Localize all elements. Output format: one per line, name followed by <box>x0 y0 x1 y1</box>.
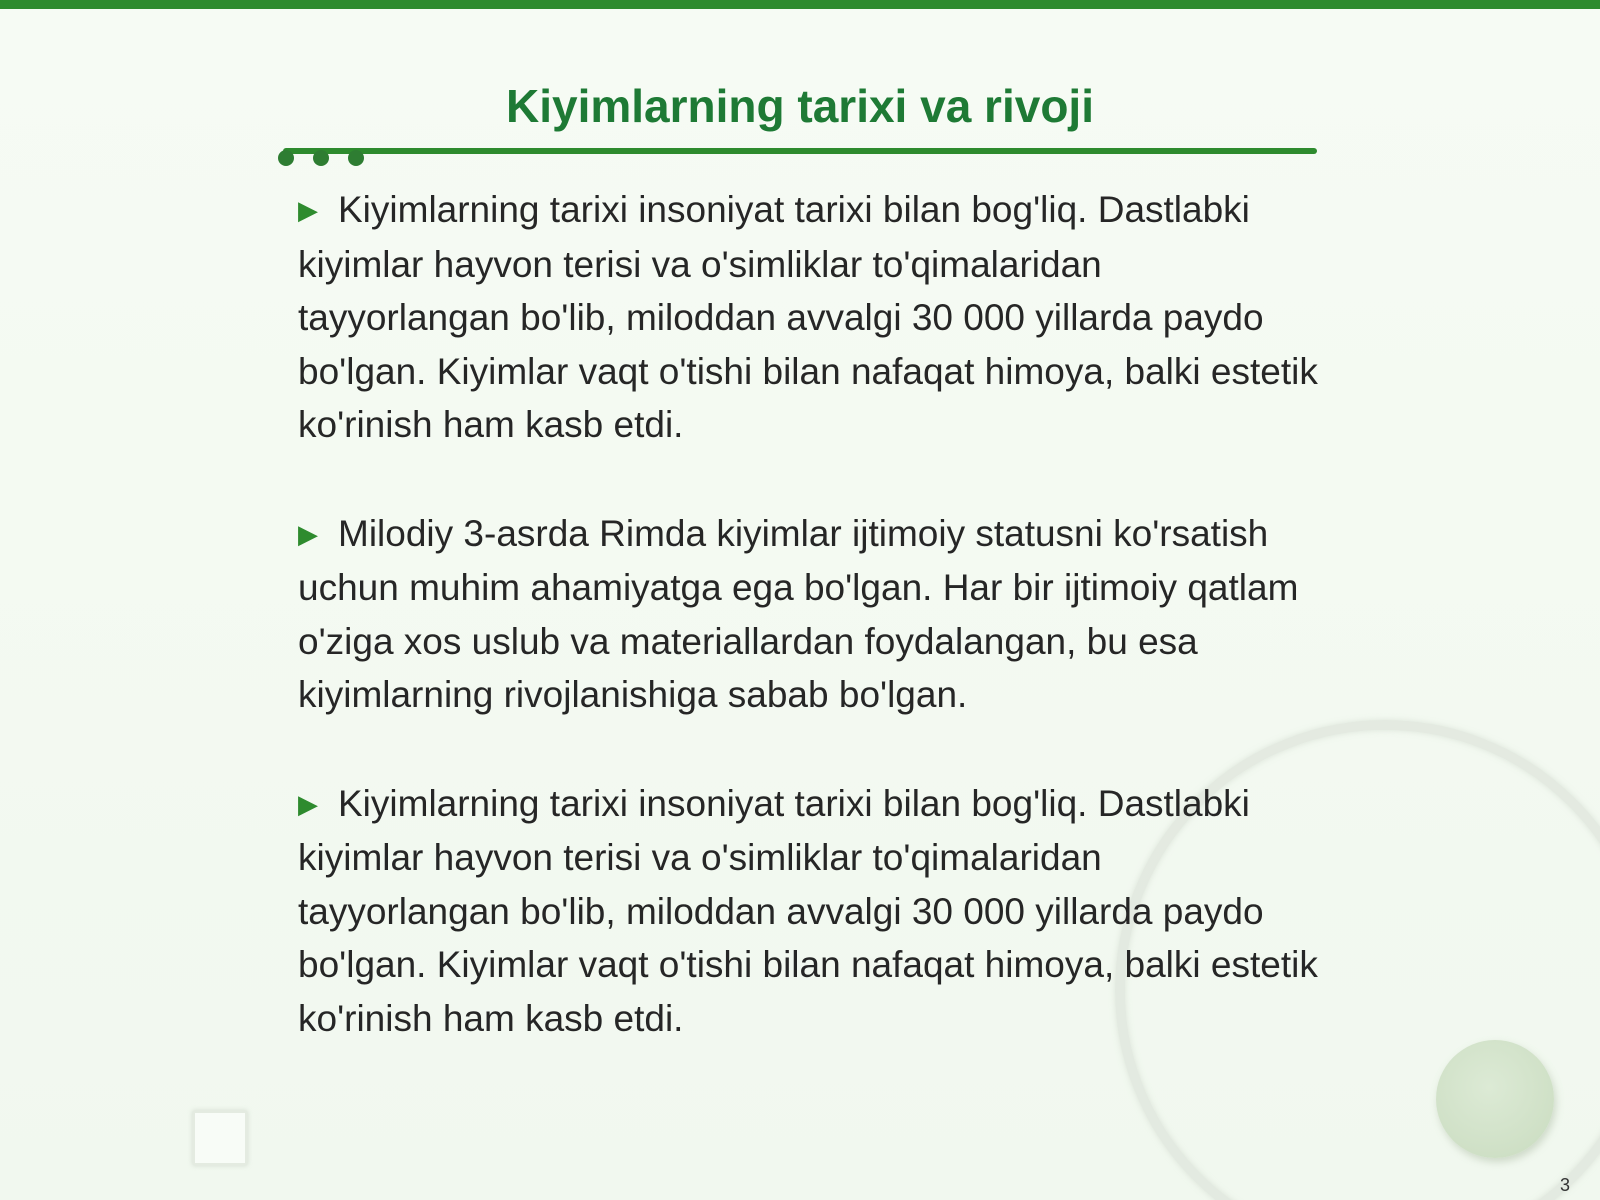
decorative-circle <box>1436 1040 1554 1158</box>
bullet-paragraph <box>298 777 1318 1046</box>
slide-title: Kiyimlarning tarixi va rivoji <box>506 80 1094 132</box>
underline-dot <box>313 150 329 166</box>
underline-dot <box>348 150 364 166</box>
triangle-right-icon: ▶ <box>298 788 318 819</box>
triangle-right-icon: ▶ <box>298 518 318 549</box>
decorative-square <box>192 1110 248 1166</box>
top-accent-bar <box>0 0 1600 9</box>
page-number: 3 <box>1559 1175 1570 1195</box>
bullet-paragraph <box>298 507 1318 722</box>
bullet-text: Kiyimlarning tarixi insoniyat tarixi bilan bog'liq. Dastlabki kiyimlar hayvon terisi va o'simliklar to'qimalaridan tayyorlangan bo'lib, miloddan avvalgi 30 000 yillarda paydo bo'lgan. Kiyimlar vaqt o'tishi bilan nafaqat himoya, balki estetik ko'rinish ham kasb etdi. <box>298 189 1318 445</box>
bullet-text: Kiyimlarning tarixi insoniyat tarixi bilan bog'liq. Dastlabki kiyimlar hayvon terisi va o'simliklar to'qimalaridan tayyorlangan bo'lib, miloddan avvalgi 30 000 yillarda paydo bo'lgan. Kiyimlar vaqt o'tishi bilan nafaqat himoya, balki estetik ko'rinish ham kasb etdi. <box>298 782 1318 1039</box>
underline-dot <box>278 150 294 166</box>
triangle-right-icon: ▶ <box>298 195 318 225</box>
title-underline <box>283 148 1317 154</box>
bullet-text: Milodiy 3-asrda Rimda kiyimlar ijtimoiy statusni ko'rsatish uchun muhim ahamiyatga ega bo'lgan. Har bir ijtimoiy qatlam o'ziga xos uslub va materiallardan foydalangan, bu esa kiyimlarning rivojlanishiga sabab bo'lgan. <box>298 512 1299 715</box>
bullet-paragraph <box>298 183 1318 452</box>
bullet-list <box>298 183 1318 1100</box>
